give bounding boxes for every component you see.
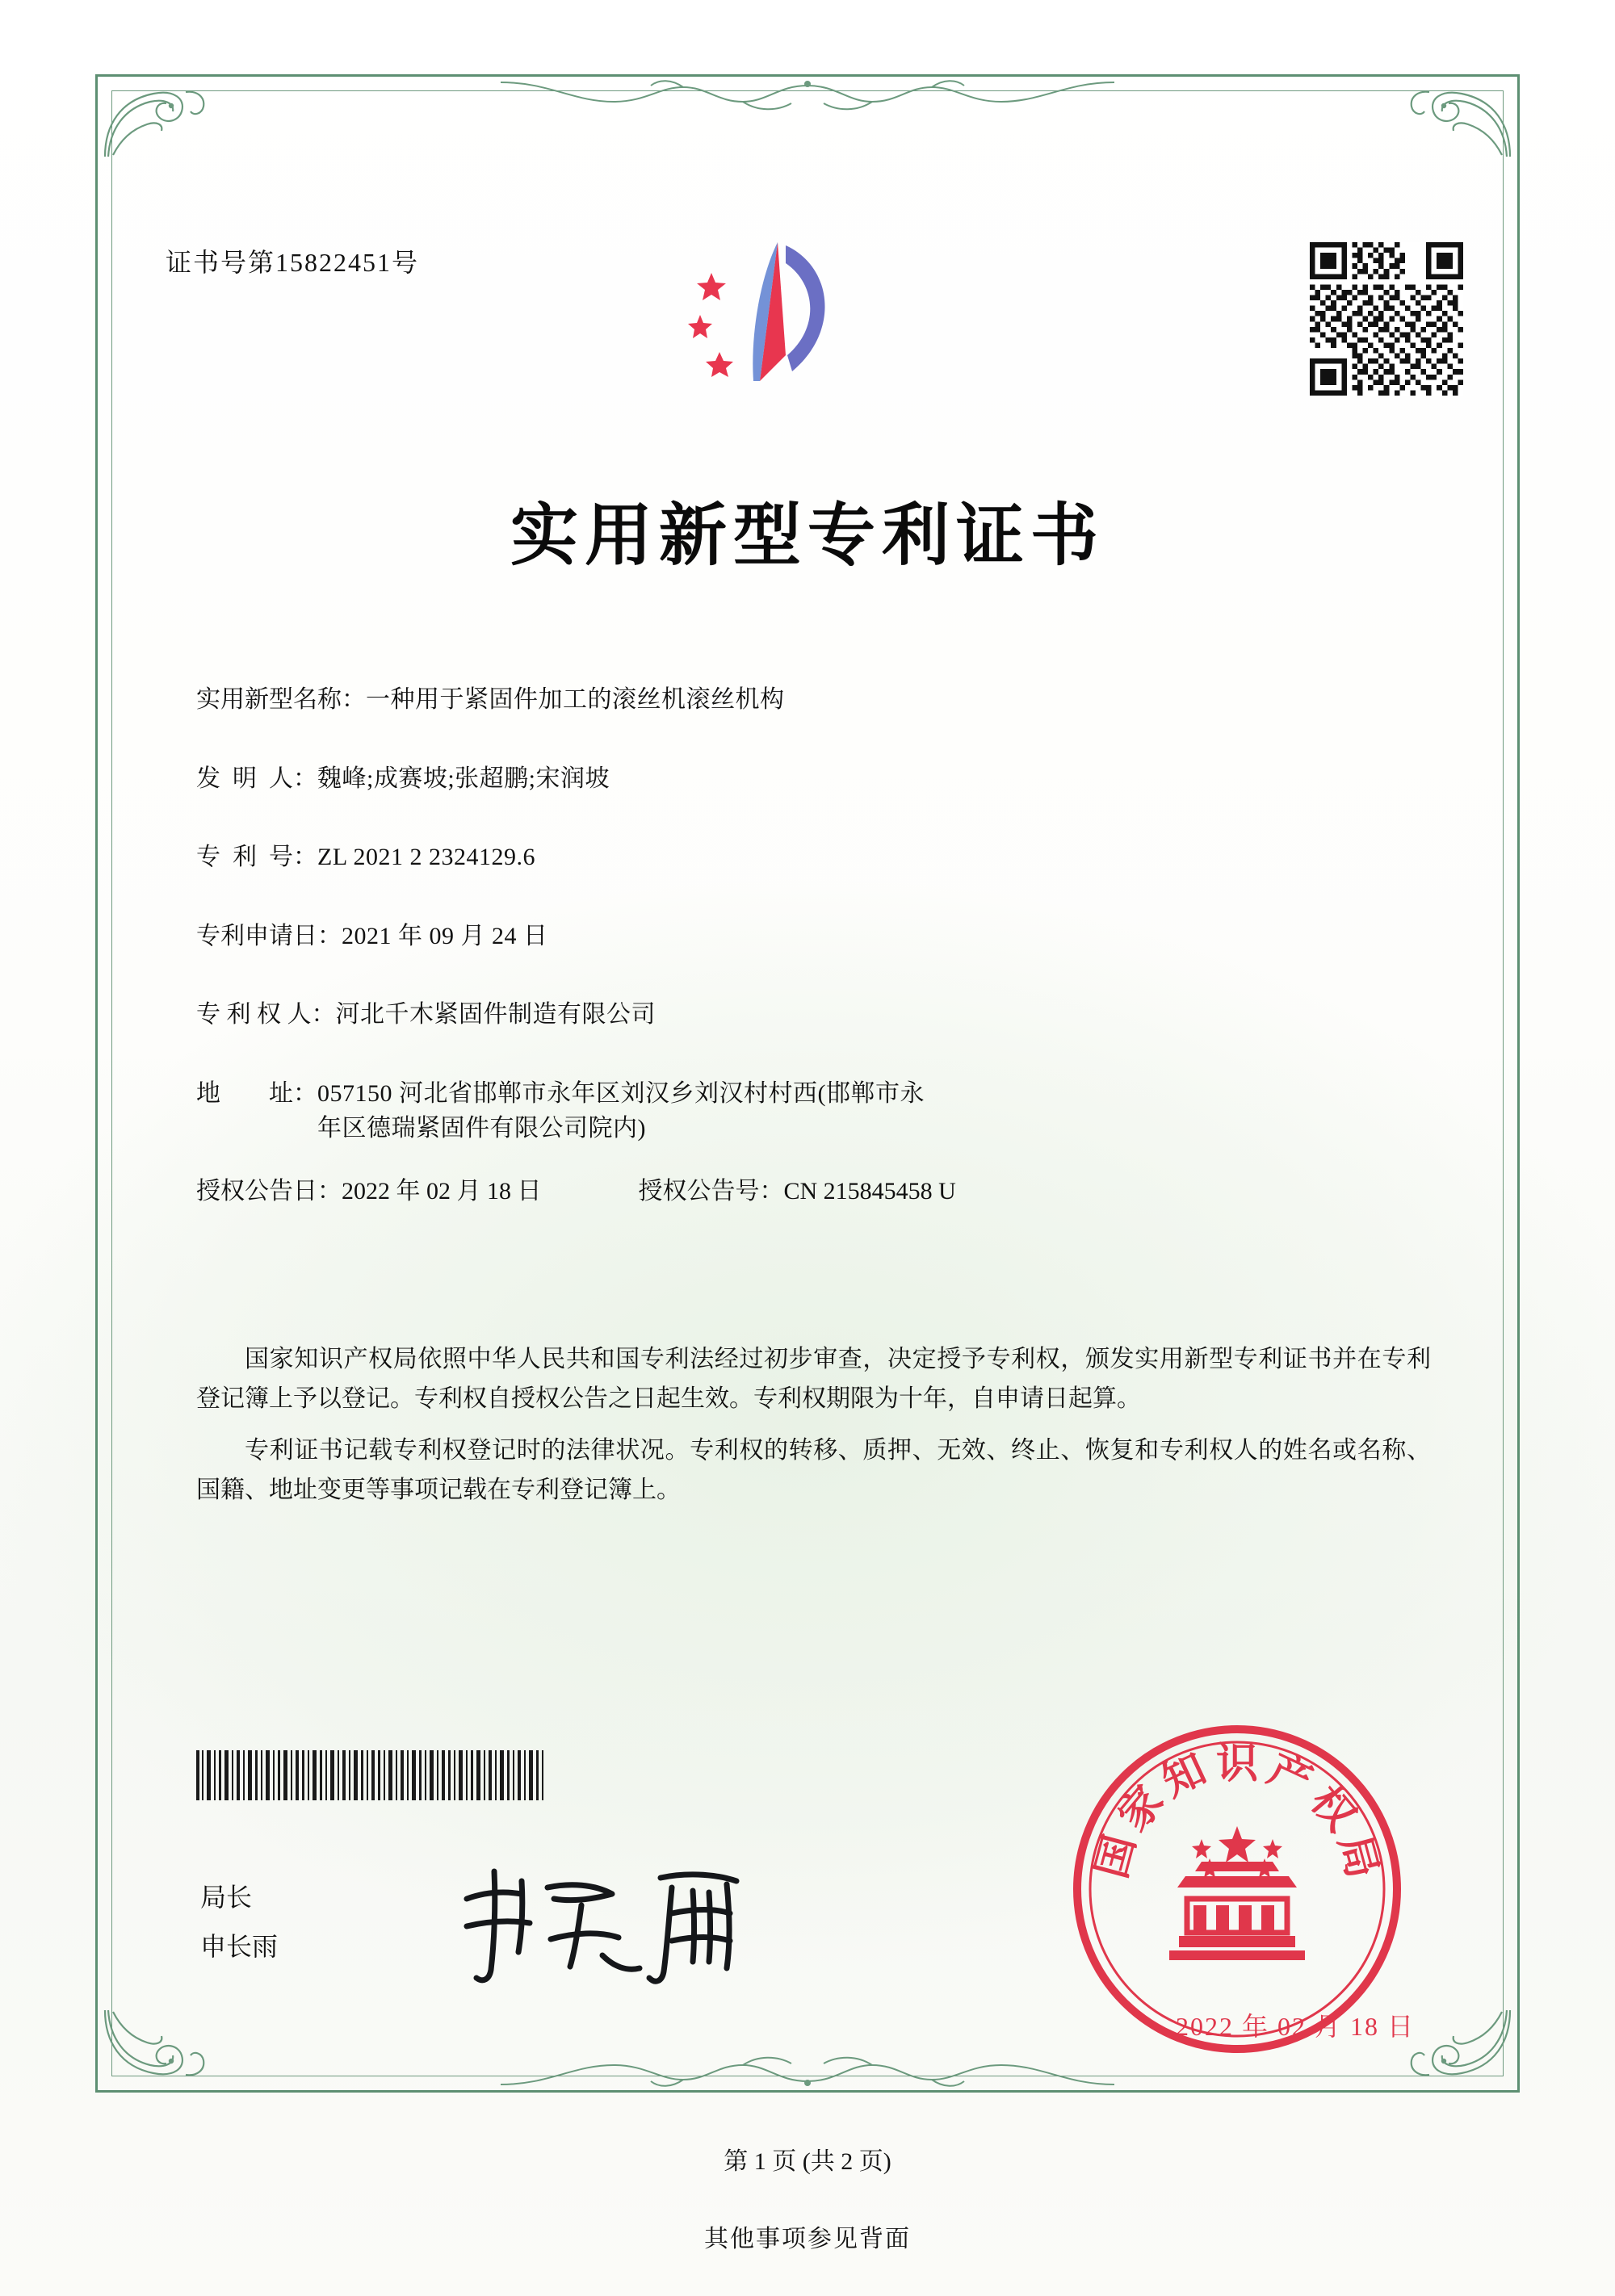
legal-text: [196, 1340, 1431, 1523]
grant-date-value: 2022 年 02 月 18 日: [342, 1177, 542, 1205]
field-value: 魏峰;成赛坡;张超鹏;宋润坡: [317, 765, 610, 792]
field-value: [317, 1076, 1173, 1146]
page-number: 第 1 页 (共 2 页): [724, 2148, 891, 2175]
field-application-date: [196, 919, 1429, 954]
field-label: 专 利 号：: [196, 844, 317, 870]
field-value: 2021 年 09 月 24 日: [342, 922, 548, 949]
svg-text:识: 识: [1215, 1741, 1259, 1787]
qr-code-icon: [1310, 242, 1463, 396]
footer-note: 其他事项参见背面: [704, 2226, 911, 2252]
grant-row: [196, 1171, 1429, 1206]
barcode: [196, 1750, 600, 1800]
grant-number-value: CN 215845458 U: [783, 1177, 956, 1205]
bottom-ornament-icon: [501, 2044, 1114, 2093]
director-signature: [452, 1849, 791, 1994]
field-label: 地 址：: [196, 1079, 317, 1107]
field-label: 实用新型名称：: [196, 686, 366, 713]
field-patentee: [196, 997, 1429, 1033]
cnipa-logo-icon: [682, 234, 876, 420]
certificate-number: 证书号第15822451号: [166, 248, 420, 277]
signature-block: [200, 1873, 278, 1971]
page-title: 实用新型专利证书: [510, 499, 1105, 574]
paragraph-2: 专利证书记载专利权登记时的法律状况。专利权的转移、质押、无效、终止、恢复和专利权人的姓名或名称、国籍、地址变更等事项记载在专利登记簿上。: [196, 1437, 1431, 1503]
director-name: 申长雨: [200, 1931, 279, 1961]
seal-date: 2022 年 02 月 18 日: [1175, 2012, 1415, 2041]
svg-text:知: 知: [1156, 1746, 1214, 1806]
field-patent-number: [196, 840, 1429, 875]
address-line-1: 057150 河北省邯郸市永年区刘汉乡刘汉村村西(邯郸市永: [317, 1079, 925, 1107]
field-address: [196, 1076, 1429, 1146]
grant-date-label: 授权公告日：: [196, 1177, 342, 1205]
address-line-2: 年区德瑞紧固件有限公司院内): [317, 1115, 646, 1142]
field-label: 专利申请日：: [196, 922, 342, 949]
top-ornament-icon: [501, 74, 1114, 123]
grant-number-label: 授权公告号：: [638, 1177, 784, 1205]
director-title: 局长: [200, 1883, 253, 1912]
field-value: 河北千木紧固件制造有限公司: [335, 1001, 656, 1028]
paragraph-1: 国家知识产权局依照中华人民共和国专利法经过初步审查，决定授予专利权，颁发实用新型专利证书并在专利登记簿上予以登记。专利权自授权公告之日起生效。专利权期限为十年，自申请日起算。: [196, 1346, 1431, 1412]
field-label: 专 利 权 人：: [196, 1001, 336, 1028]
svg-text:局: 局: [1329, 1830, 1386, 1883]
field-list: [196, 682, 1429, 1238]
field-utility-model-name: [196, 682, 1429, 718]
field-inventors: [196, 761, 1429, 797]
field-value: ZL 2021 2 2324129.6: [317, 844, 536, 870]
field-label: 发 明 人：: [196, 765, 317, 792]
svg-text:产: 产: [1261, 1746, 1319, 1806]
svg-text:权: 权: [1301, 1778, 1364, 1840]
svg-text:家: 家: [1110, 1778, 1173, 1840]
svg-text:国: 国: [1089, 1830, 1145, 1883]
field-value: 一种用于紧固件加工的滚丝机滚丝机构: [366, 686, 785, 713]
